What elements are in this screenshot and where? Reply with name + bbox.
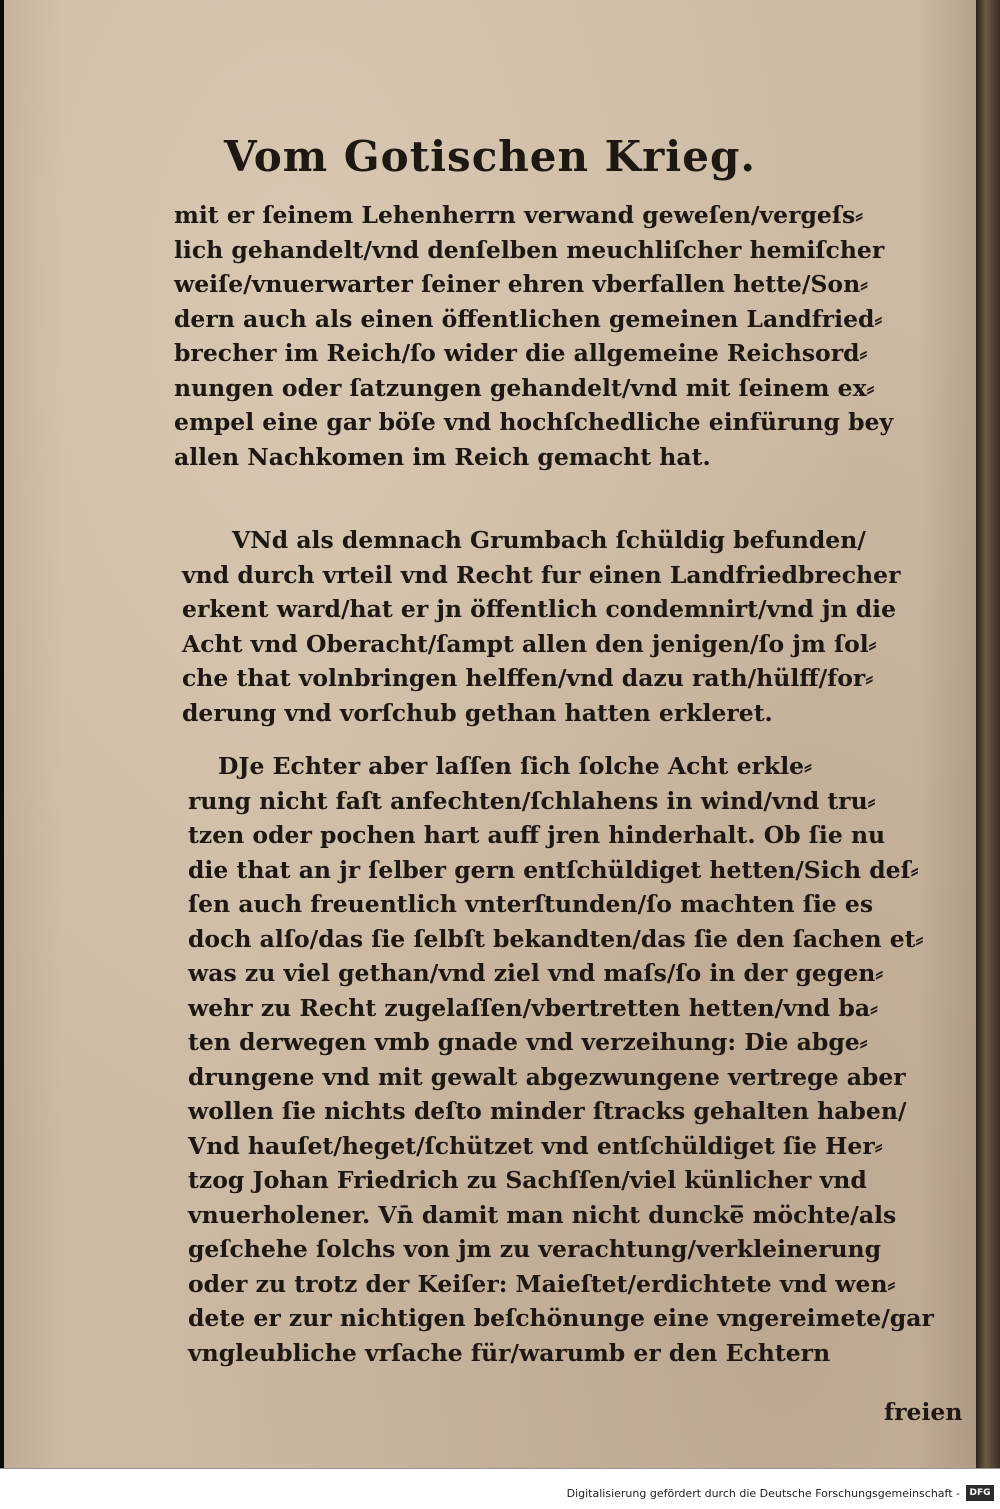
running-head: Vom Gotischen Krieg. <box>224 132 756 181</box>
text-line: vnuerholener. Vn̄ damit man nicht duncke̅ möchte/als <box>188 1200 897 1229</box>
funding-credit: Digitalisierung gefördert durch die Deutsche Forschungsgemeinschaft - <box>566 1487 960 1500</box>
text-line: tzen oder pochen hart auff jren hinderhalt. Ob ſie nu <box>188 821 886 849</box>
text-line: Vnd hauſet/heget/ſchützet vnd entſchüldiget ſie Her⸗ <box>188 1131 883 1160</box>
text-line: ten derwegen vmb gnade vnd verzeihung: Die abge⸗ <box>188 1028 868 1056</box>
text-line: wehr zu Recht zugelaſſen/vbertretten hetten/vnd ba⸗ <box>188 993 878 1022</box>
text-line: mit er ſeinem Lehenherrn verwand geweſen/vergeſs⸗ <box>174 201 864 229</box>
text-line: empel eine gar böſe vnd hochſchedliche einfürung bey <box>174 408 894 436</box>
text-line: Acht vnd Oberacht/ſampt allen den jenigen/ſo jm ſol⸗ <box>182 629 877 658</box>
text-line: dern auch als einen öffentlichen gemeinen Landfried⸗ <box>174 304 883 333</box>
text-line: drungene vnd mit gewalt abgezwungene vertrege aber <box>188 1062 906 1091</box>
book-page <box>4 0 976 1468</box>
text-line: was zu viel gethan/vnd ziel vnd maſs/ſo in der gegen⸗ <box>188 959 884 987</box>
text-line: geſchehe ſolchs von jm zu verachtung/verkleinerung <box>188 1235 882 1263</box>
dfg-logo-icon: DFG <box>966 1485 994 1501</box>
text-line: oder zu trotz der Keiſer: Maieſtet/erdichtete vnd wen⸗ <box>188 1269 896 1298</box>
text-line: derung vnd vorſchub gethan hatten erkleret. <box>182 698 773 727</box>
footer-bar <box>0 1468 1000 1509</box>
text-line: vnd durch vrteil vnd Recht fur einen Landfriedbrecher <box>182 560 901 589</box>
text-line: nungen oder ſatzungen gehandelt/vnd mit ſeinem ex⸗ <box>174 373 875 402</box>
text-line: vngleubliche vrſache für/warumb er den Echtern <box>188 1338 831 1367</box>
paragraph-1 <box>174 198 964 474</box>
text-line: DJe Echter aber laſſen ſich ſolche Acht erkle⸗ <box>218 752 812 780</box>
text-line: brecher im Reich/ſo wider die allgemeine Reichsord⸗ <box>174 339 868 367</box>
text-line: wollen ſie nichts deſto minder ſtracks gehalten haben/ <box>188 1097 907 1125</box>
catchword: freien <box>884 1398 963 1426</box>
page-edge <box>976 0 1000 1468</box>
text-line: dete er zur nichtigen beſchönunge eine vngereimete/gar <box>188 1304 934 1332</box>
text-line: lich gehandelt/vnd denſelben meuchliſcher hemiſcher <box>174 235 885 264</box>
paragraph-2 <box>182 523 972 730</box>
text-line: erkent ward/hat er jn öffentlich condemnirt/vnd jn die <box>182 595 897 623</box>
text-line: che that volnbringen helffen/vnd dazu rath/hülff/for⸗ <box>182 664 874 692</box>
text-line: ſen auch freuentlich vnterſtunden/ſo machten ſie es <box>188 890 874 918</box>
text-line: allen Nachkomen im Reich gemacht hat. <box>174 442 711 471</box>
text-line: tzog Johan Friedrich zu Sachſſen/viel künlicher vnd <box>188 1166 867 1194</box>
text-line: weiſe/vnuerwarter ſeiner ehren vberfallen hette/Son⸗ <box>174 270 869 298</box>
text-line: doch alſo/das ſie ſelbſt bekandten/das ſie den ſachen et⸗ <box>188 924 924 953</box>
paragraph-3 <box>188 749 978 1370</box>
text-line: die that an jr ſelber gern entſchüldiget hetten/Sich deſ⸗ <box>188 855 919 884</box>
text-line: VNd als demnach Grumbach ſchüldig befunden/ <box>232 526 866 554</box>
text-line: rung nicht faſt anfechten/ſchlahens in wind/vnd tru⸗ <box>188 786 876 815</box>
